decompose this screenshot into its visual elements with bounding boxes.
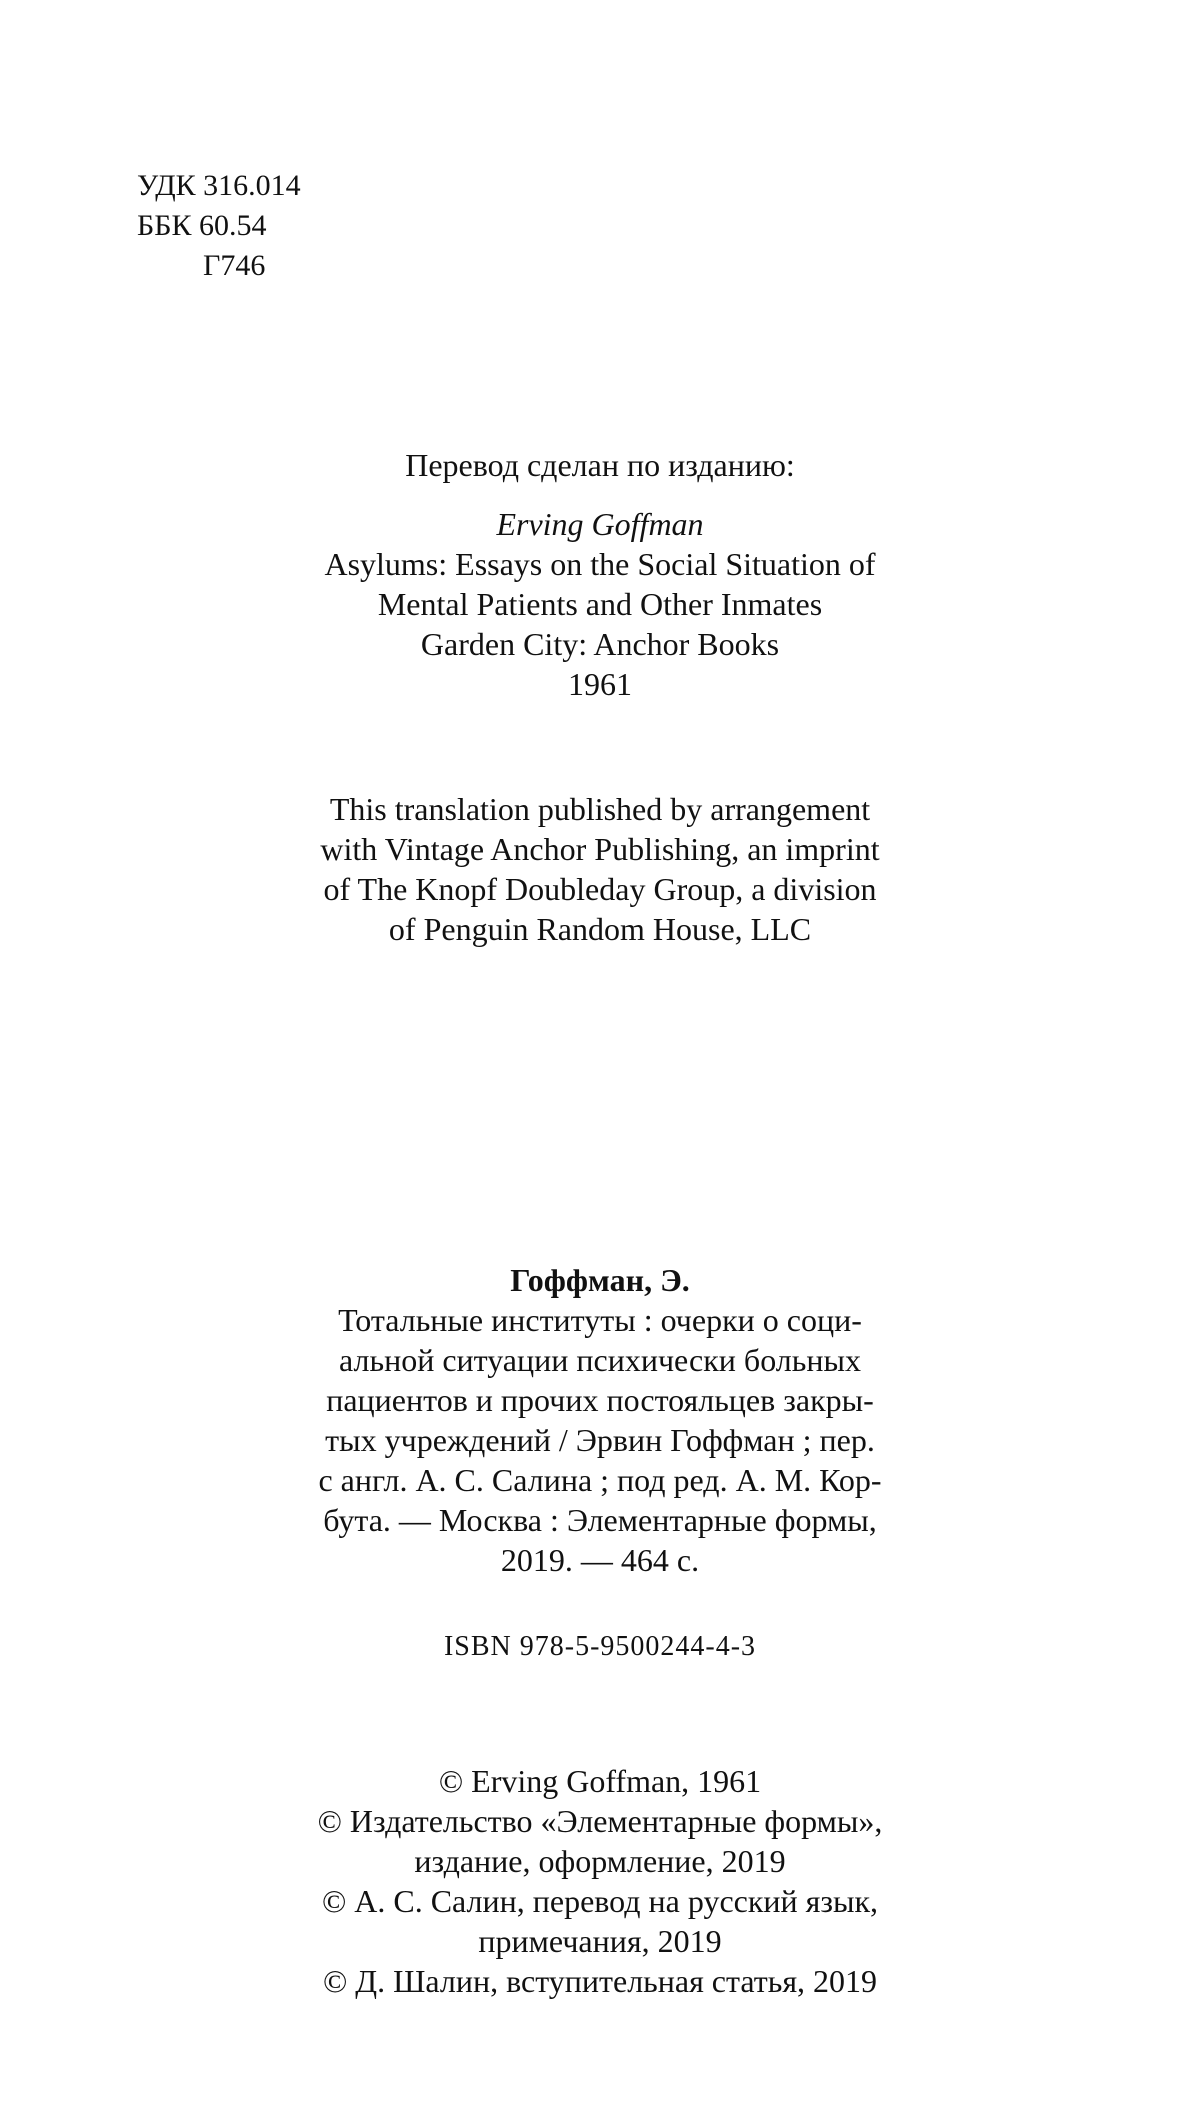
catalog-line: Тотальные институты : очерки о соци-: [338, 1302, 862, 1338]
source-title-line: Asylums: Essays on the Social Situation of: [324, 546, 876, 582]
bbk-code: ББК 60.54: [137, 209, 267, 242]
catalog-line: 2019. — 464 с.: [500, 1542, 700, 1578]
arrangement-notice: [0, 789, 1200, 949]
catalog-line: с англ. А. С. Салина ; под ред. А. М. Кор-: [318, 1462, 882, 1498]
isbn-number: ISBN 978-5-9500244-4-3: [443, 1631, 757, 1662]
copyright-line: © Д. Шалин, вступительная статья, 2019: [322, 1963, 878, 1999]
copyright-line: издание, оформление, 2019: [414, 1843, 786, 1879]
source-edition-block: [0, 445, 1200, 704]
arrangement-line: with Vintage Anchor Publishing, an imprint: [320, 831, 880, 867]
catalog-entry: [0, 1260, 1200, 1580]
copyright-line: © Erving Goffman, 1961: [438, 1763, 762, 1799]
copyright-line: примечания, 2019: [478, 1923, 722, 1959]
copyright-line: © Издательство «Элементарные формы»,: [317, 1803, 883, 1839]
arrangement-line: of Penguin Random House, LLC: [388, 911, 812, 947]
udk-code: УДК 316.014: [137, 169, 301, 202]
catalog-line: пациентов и прочих постояльцев закры-: [326, 1382, 874, 1418]
arrangement-line: This translation published by arrangement: [329, 791, 871, 827]
source-year: 1961: [568, 666, 632, 702]
arrangement-line: of The Knopf Doubleday Group, a division: [323, 871, 877, 907]
copyright-block: [0, 1761, 1200, 2001]
source-publisher: Garden City: Anchor Books: [420, 626, 780, 662]
catalog-line: бута. — Москва : Элементарные формы,: [323, 1502, 877, 1538]
catalog-author: Гоффман, Э.: [510, 1262, 690, 1298]
catalog-line: тых учреждений / Эрвин Гоффман ; пер.: [325, 1422, 875, 1458]
author-mark: Г746: [203, 249, 266, 282]
catalog-line: альной ситуации психически больных: [339, 1342, 861, 1378]
source-heading: Перевод сделан по изданию:: [405, 447, 795, 483]
source-title-line: Mental Patients and Other Inmates: [377, 586, 823, 622]
source-author: Erving Goffman: [496, 506, 704, 542]
copyright-line: © А. С. Салин, перевод на русский язык,: [321, 1883, 879, 1919]
classification-block: [137, 166, 301, 286]
